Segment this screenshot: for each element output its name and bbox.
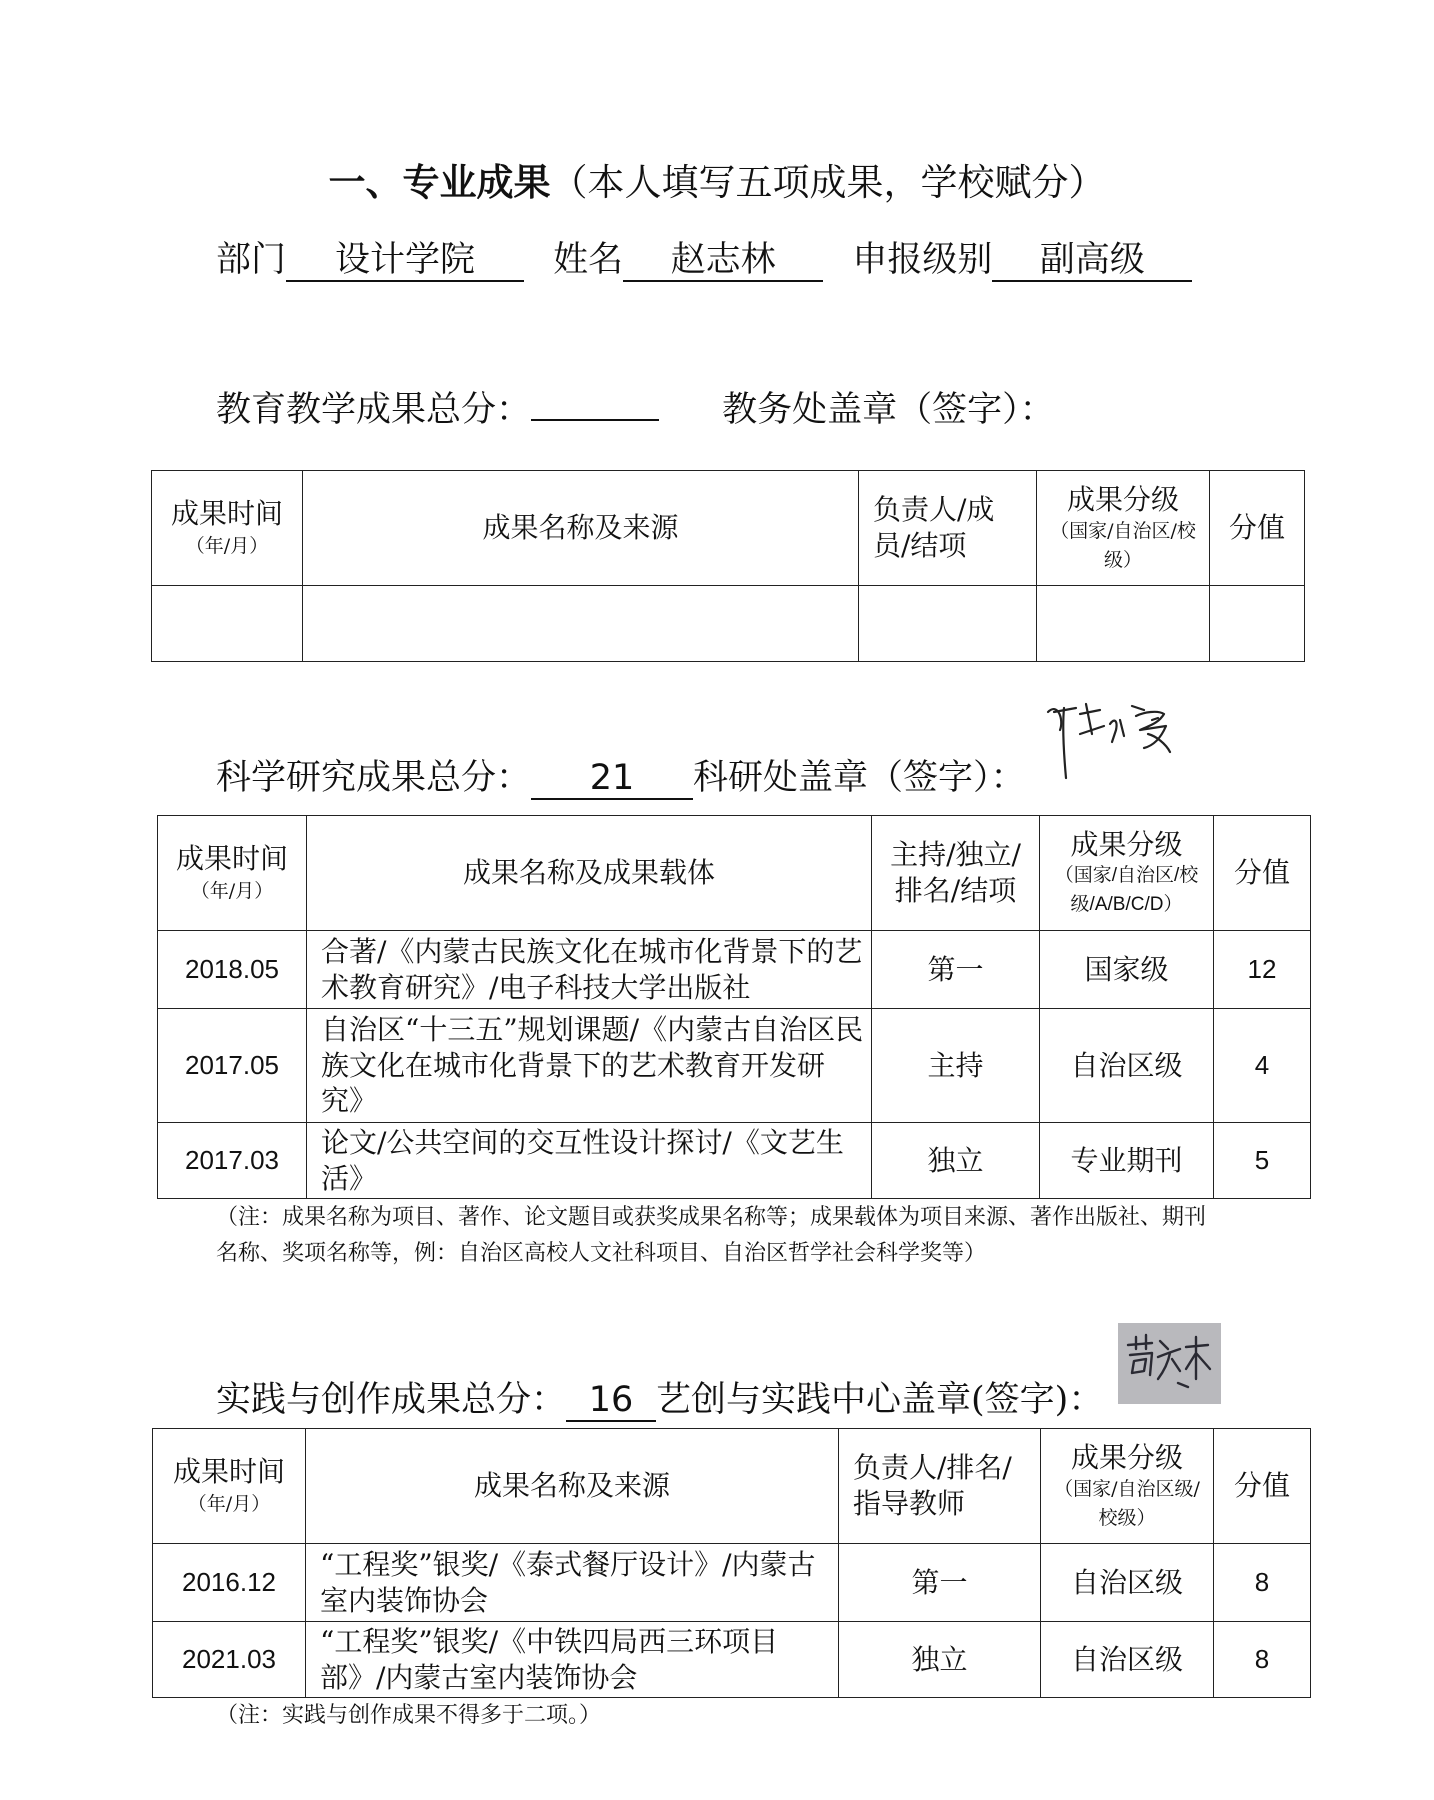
row-score: 8: [1214, 1622, 1311, 1698]
practice-header-row: [153, 1429, 1311, 1544]
row-time: 2017.03: [158, 1123, 307, 1199]
practice-table: [152, 1428, 1311, 1698]
education-table: [151, 470, 1305, 662]
row-time: 2017.05: [158, 1009, 307, 1123]
research-header-role: 主持/独立/排名/结项: [872, 816, 1040, 931]
education-stamp-label: 教务处盖章（签字）：: [722, 390, 1055, 430]
row-time: 2021.03: [153, 1622, 306, 1698]
name-label: 姓名: [553, 240, 624, 280]
row-role: 第一: [872, 931, 1040, 1009]
dept-label: 部门: [216, 240, 287, 280]
research-header-time: 成果时间 （年/月）: [158, 816, 307, 931]
row-name: “工程奖”银奖/《中铁四局西三环项目部》/内蒙古室内装饰协会: [306, 1622, 839, 1698]
table-row: [158, 1123, 1311, 1199]
education-header-role: 负责人/成员/结项: [859, 471, 1037, 586]
row-time: 2018.05: [158, 931, 307, 1009]
education-header-grade: 成果分级 （国家/自治区/校级）: [1037, 471, 1210, 586]
applicant-info: [216, 232, 1192, 282]
education-heading-label: 教育教学成果总分：: [216, 390, 532, 430]
row-name: 论文/公共空间的交互性设计探讨/《文艺生活》: [307, 1123, 872, 1199]
row-score: 12: [1214, 931, 1311, 1009]
row-grade: 自治区级: [1040, 1009, 1214, 1123]
table-row: [153, 1544, 1311, 1622]
practice-note: （注：实践与创作成果不得多于二项。）: [216, 1703, 602, 1728]
level-field: [992, 241, 1192, 282]
dept-value: 设计学院: [335, 240, 476, 280]
education-heading: [216, 382, 1055, 432]
education-header-name: 成果名称及来源: [303, 471, 859, 586]
practice-heading-label: 实践与创作成果总分：: [216, 1380, 567, 1420]
dept-field: [286, 241, 524, 282]
row-grade: 自治区级: [1041, 1622, 1214, 1698]
research-signature: [1040, 690, 1210, 790]
practice-header-time: 成果时间 （年/月）: [153, 1429, 306, 1544]
page-title: [0, 152, 1434, 206]
practice-header-grade: 成果分级 （国家/自治区级/校级）: [1041, 1429, 1214, 1544]
row-score: 8: [1214, 1544, 1311, 1622]
research-header-name: 成果名称及成果载体: [307, 816, 872, 931]
education-header-time: 成果时间 （年/月）: [152, 471, 303, 586]
research-heading: [216, 750, 1026, 800]
name-value: 赵志林: [670, 240, 776, 280]
research-header-row: [158, 816, 1311, 931]
table-row: [158, 1009, 1311, 1123]
research-score-field: [531, 759, 693, 800]
practice-score-field: [566, 1381, 656, 1422]
level-value: 副高级: [1039, 240, 1145, 280]
research-note: （注：成果名称为项目、著作、论文题目或获奖成果名称等；成果载体为项目来源、著作出版社、期刊名称、奖项名称等，例：自治区高校人文社科项目、自治区哲学社会科学奖等）: [216, 1205, 1207, 1267]
row-grade: 专业期刊: [1040, 1123, 1214, 1199]
education-score-field: [531, 419, 659, 421]
research-header-grade: 成果分级 （国家/自治区/校级/A/B/C/D）: [1040, 816, 1214, 931]
practice-stamp-label: 艺创与实践中心盖章(签字)：: [656, 1380, 1104, 1420]
row-name: 自治区“十三五”规划课题/《内蒙古自治区民族文化在城市化背景下的艺术教育开发研究》: [307, 1009, 872, 1123]
title-rest: （本人填写五项成果，学校赋分）: [550, 161, 1106, 204]
research-table: [157, 815, 1311, 1199]
practice-header-role: 负责人/排名/指导教师: [839, 1429, 1041, 1544]
education-header-score: 分值: [1210, 471, 1305, 586]
table-row: [158, 931, 1311, 1009]
education-header-row: [152, 471, 1305, 586]
table-row: [152, 586, 1305, 662]
practice-score: 16: [588, 1380, 634, 1420]
row-role: 第一: [839, 1544, 1041, 1622]
research-score: 21: [589, 758, 635, 798]
research-stamp-label: 科研处盖章（签字）：: [693, 758, 1026, 798]
row-time: 2016.12: [153, 1544, 306, 1622]
level-label: 申报级别: [852, 240, 993, 280]
row-role: 主持: [872, 1009, 1040, 1123]
practice-signature: [1118, 1323, 1221, 1404]
row-score: 4: [1214, 1009, 1311, 1123]
table-row: [153, 1622, 1311, 1698]
practice-heading: [216, 1372, 1103, 1422]
row-role: 独立: [872, 1123, 1040, 1199]
row-grade: 自治区级: [1041, 1544, 1214, 1622]
practice-header-score: 分值: [1214, 1429, 1311, 1544]
practice-header-name: 成果名称及来源: [306, 1429, 839, 1544]
row-role: 独立: [839, 1622, 1041, 1698]
row-grade: 国家级: [1040, 931, 1214, 1009]
name-field: [623, 241, 823, 282]
research-header-score: 分值: [1214, 816, 1311, 931]
row-score: 5: [1214, 1123, 1311, 1199]
row-name: “工程奖”银奖/《泰式餐厅设计》/内蒙古室内装饰协会: [306, 1544, 839, 1622]
title-bold: 一、专业成果: [328, 160, 551, 204]
row-name: 合著/《内蒙古民族文化在城市化背景下的艺术教育研究》/电子科技大学出版社: [307, 931, 872, 1009]
research-heading-label: 科学研究成果总分：: [216, 758, 532, 798]
